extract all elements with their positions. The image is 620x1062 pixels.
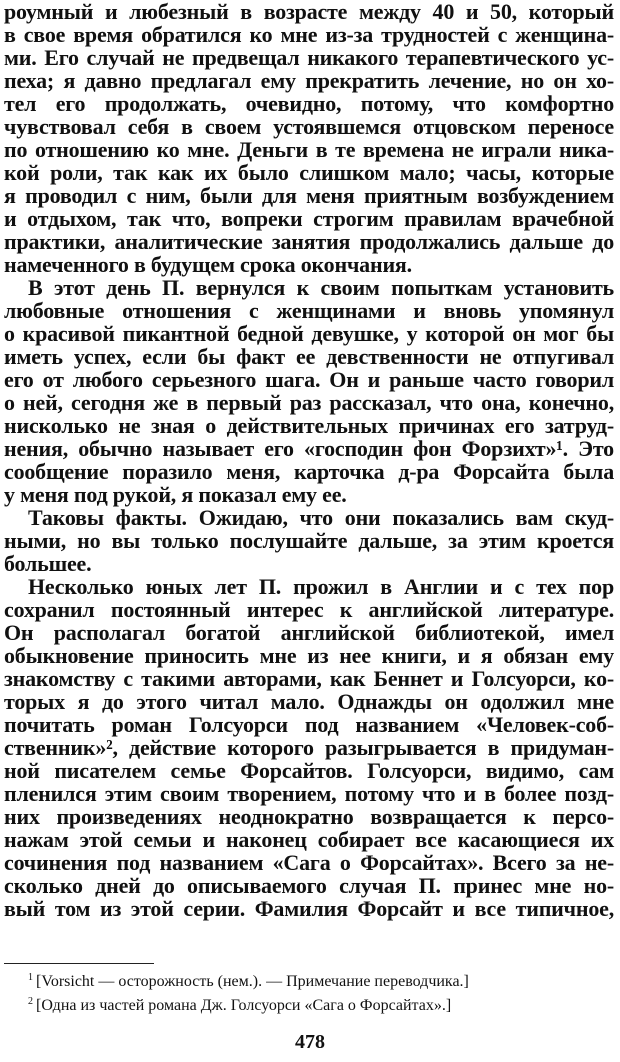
text-line: почитать роман Голсуорси под названием «Человек-соб-: [4, 712, 614, 737]
text-line: нисколько не зная о действительных причинах его затруд-: [4, 413, 614, 438]
text-line: нажам этой семьи и наконец собирает все касающиеся их: [4, 827, 614, 852]
text-line: пленился этим своим творением, потому что и в более позд-: [4, 781, 614, 806]
text-line: сколько дней до описываемого случая П. принес мне но-: [4, 873, 614, 898]
footnote-marker: 1: [28, 971, 33, 983]
text-line: ми. Его случай не предвещал никакого терапевтического ус-: [4, 45, 614, 70]
text-line: в свое время обратился ко мне из-за трудностей с женщина-: [4, 22, 614, 47]
text-line: большее.: [4, 551, 92, 576]
text-line: чувствовал себя в своем устоявшемся отцовском переносе: [4, 114, 614, 139]
text-line: В этот день П. вернулся к своим попыткам установить: [28, 275, 614, 300]
text-line: сохранил постоянный интерес к английской литературе.: [4, 597, 614, 622]
text-line: Он располагал богатой английской библиотекой, имел: [4, 620, 614, 645]
text-line: намеченного в будущем срока окончания.: [4, 252, 412, 277]
text-line: вый том из этой серии. Фамилия Форсайт и все типичное,: [4, 896, 614, 921]
page-number: 478: [295, 1031, 325, 1053]
text-line: сообщение поразило меня, карточка д-ра Форсайта была: [4, 459, 614, 484]
text-line: обыкновение приносить мне из нее книги, и я обязан ему: [4, 643, 614, 668]
footnote-text: [Одна из частей романа Дж. Голсуорси «Сага о Форсайтах».]: [36, 997, 452, 1014]
text-line: тел его продолжать, очевидно, потому, что комфортно: [4, 91, 614, 116]
footnote-text: [Vorsicht — осторожность (нем.). — Примечание переводчика.]: [36, 973, 469, 990]
text-line: о красивой пикантной бедной девушке, у которой он мог бы: [4, 321, 614, 346]
footnote: [4, 970, 594, 994]
text-line: любовные отношения с женщинами и вновь упомянул: [4, 298, 614, 323]
footnote-separator: [4, 963, 154, 964]
text-line: Таковы факты. Ожидаю, что они показались вам скуд-: [28, 505, 614, 530]
text-line: его от любого серьезного шага. Он и раньше часто говорил: [4, 367, 614, 392]
text-line: ными, но вы только послушайте дальше, за этим кроется: [4, 528, 614, 553]
footnote: [4, 994, 594, 1018]
text-line: ной писателем семье Форсайтов. Голсуорси, видимо, сам: [4, 758, 614, 783]
footnotes: [4, 970, 594, 1018]
text-line: нения, обычно называет его «господин фон Форзихт»¹. Это: [4, 436, 614, 461]
text-line: и отдыхом, так что, вопреки строгим правилам врачебной: [4, 206, 614, 231]
text-line: по отношению ко мне. Деньги в те времена не играли ника-: [4, 137, 614, 162]
text-line: кой роли, так как их было слишком мало; часы, которые: [4, 160, 614, 185]
text-line: я проводил с ним, были для меня приятным возбуждением: [4, 183, 614, 208]
text-line: знакомству с такими авторами, как Беннет и Голсуорси, ко-: [4, 666, 614, 691]
text-line: сочинения под названием «Сага о Форсайтах». Всего за не-: [4, 850, 614, 875]
body-text: [4, 0, 614, 920]
text-line: пеха; я давно предлагал ему прекратить лечение, но он хо-: [4, 68, 614, 93]
text-line: ственник»², действие которого разыгрывается в придуман-: [4, 735, 614, 760]
text-line: роумный и любезный в возрасте между 40 и 50, который: [4, 0, 614, 24]
footnote-marker: 2: [28, 995, 33, 1007]
text-line: Несколько юных лет П. прожил в Англии и с тех пор: [28, 574, 614, 599]
text-line: о ней, сегодня же в первый раз рассказал, что она, конечно,: [4, 390, 614, 415]
text-line: торых я до этого читал мало. Однажды он одолжил мне: [4, 689, 614, 714]
text-line: них произведениях неоднократно возвращается к персо-: [4, 804, 614, 829]
text-line: практики, аналитические занятия продолжались дальше до: [4, 229, 614, 254]
text-line: у меня под рукой, я показал ему ее.: [4, 482, 347, 507]
text-line: иметь успех, если бы факт ее девственности не отпугивал: [4, 344, 614, 369]
